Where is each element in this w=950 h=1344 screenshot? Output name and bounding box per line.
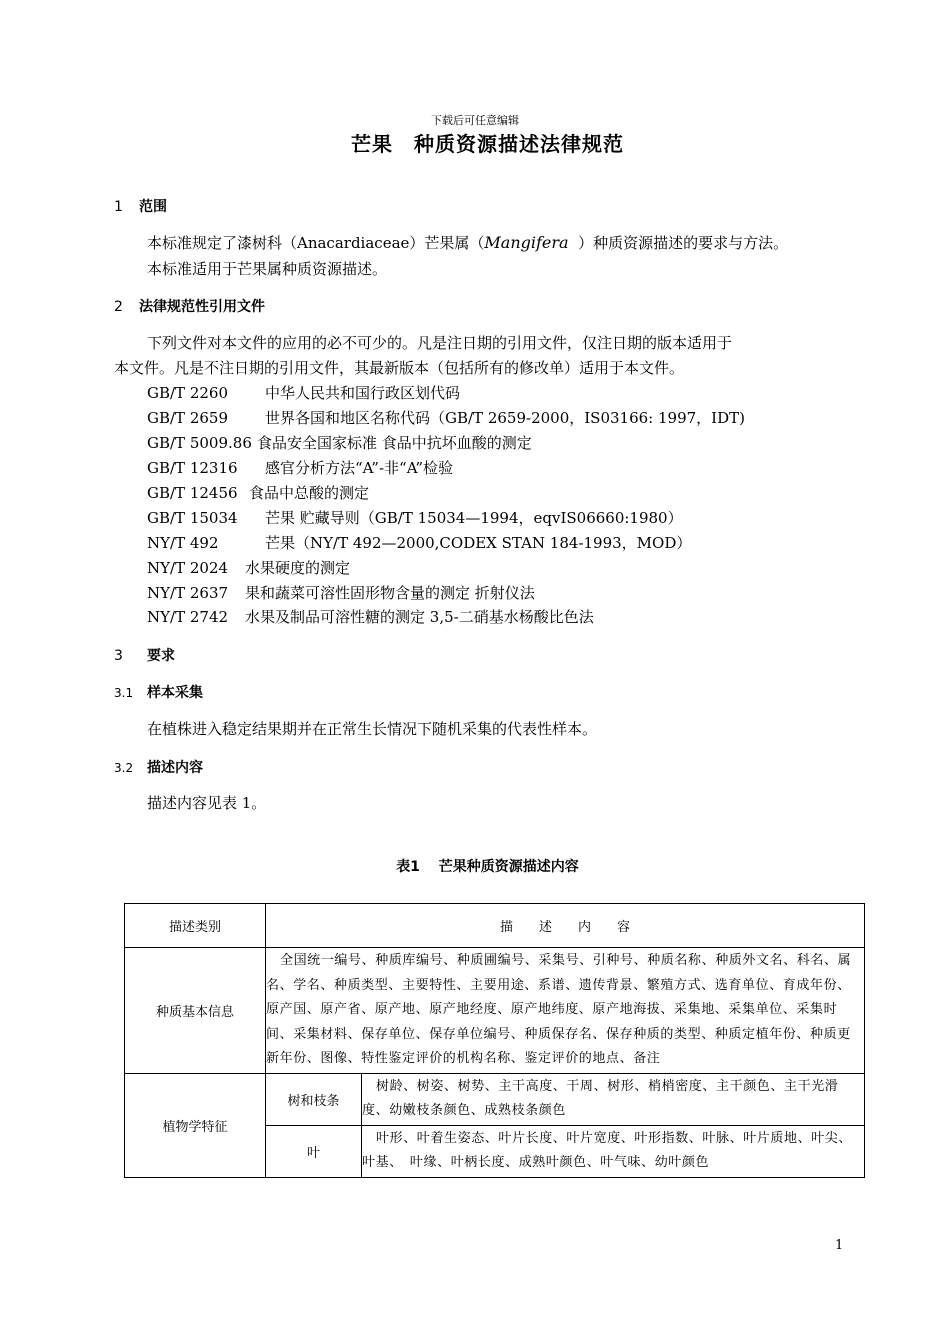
section-title: 范围 (139, 199, 167, 215)
header-cell: 描述类别 (125, 904, 266, 948)
reference-item (147, 482, 369, 503)
content-cell: 叶形、叶着生姿态、叶片长度、叶片宽度、叶形指数、叶脉、叶片质地、叶尖、叶基、 叶缘、叶柄长度、成熟叶颜色、叶气味、幼叶颜色 (362, 1125, 865, 1177)
header-cell: 描 述 内 容 (266, 904, 865, 948)
reference-item (147, 382, 460, 403)
reference-code: GB/T 15034 (147, 509, 238, 527)
reference-title: 食品中总酸的测定 (249, 484, 370, 502)
text-run (569, 234, 579, 252)
section-3-heading (114, 645, 175, 665)
reference-code: GB/T 2659 (147, 409, 229, 427)
reference-title: 食品安全国家标准 食品中抗坏血酸的测定 (257, 434, 532, 452)
reference-title: 水果硬度的测定 (245, 559, 351, 577)
section-number: 1 (114, 199, 123, 215)
content-cell: 全国统一编号、种质库编号、种质圃编号、采集号、引种号、种质名称、种质外文名、科名、属名、学名、种质类型、主要特性、主要用途、系谱、遗传背景、繁殖方式、选育单位、育成年份、原产国、原产省、原产地、原产地经度、原产地纬度、原产地海拔、采集地、采集单位、采集时间、采集材料、保存单位、保存单位编号、种质保存名、保存种质的类型、种质定植年份、种质更新年份、图像、特性鉴定评价的机构名称、鉴定评价的地点、备注 (266, 948, 865, 1074)
section-title: 要求 (147, 648, 175, 664)
reference-code: GB/T 12456 (147, 484, 238, 502)
text-run: 本标准规定了漆树科（Anacardiaceae）芒果属（ (147, 234, 485, 252)
reference-item (147, 432, 532, 453)
reference-item (147, 606, 594, 627)
subcategory-cell: 树和枝条 (266, 1073, 362, 1125)
reference-code: NY/T 2024 (147, 559, 229, 577)
paragraph: 下列文件对本文件的应用的必不可少的。凡是注日期的引用文件，仅注日期的版本适用于 (147, 334, 733, 352)
reference-item (147, 507, 683, 528)
reference-title: 世界各国和地区名称代码（GB/T 2659-2000，IS03166: 1997，IDT) (265, 409, 745, 427)
page-title: 芒果 种质资源描述法律规范 (351, 132, 624, 156)
header-note: 下载后可任意编辑 (431, 114, 519, 127)
reference-code: NY/T 2742 (147, 608, 229, 626)
page-number: 1 (835, 1238, 844, 1253)
reference-code: GB/T 12316 (147, 459, 238, 477)
reference-item (147, 582, 535, 603)
section-3-2-heading (114, 757, 203, 777)
paragraph: 本标准适用于芒果属种质资源描述。 (147, 260, 388, 278)
reference-code: GB/T 5009.86 (147, 434, 252, 452)
section-3-1-heading (114, 682, 203, 702)
reference-item (147, 532, 691, 553)
subcategory-cell: 叶 (266, 1125, 362, 1177)
paragraph: 描述内容见表 1。 (147, 794, 267, 812)
paragraph: 在植株进入稳定结果期并在正常生长情况下随机采集的代表性样本。 (147, 720, 598, 738)
category-cell: 种质基本信息 (125, 948, 266, 1074)
reference-code: GB/T 2260 (147, 384, 229, 402)
paragraph: 本文件。凡是不注日期的引用文件，其最新版本（包括所有的修改单）适用于本文件。 (114, 359, 685, 377)
table-row (125, 1073, 865, 1125)
section-1-heading (114, 196, 167, 216)
italic-genus: Mangifera (484, 233, 569, 252)
section-number: 3.1 (114, 686, 134, 700)
section-title: 描述内容 (147, 760, 203, 776)
paragraph (147, 232, 788, 253)
reference-item (147, 457, 453, 478)
description-table (124, 903, 865, 1178)
reference-item (147, 407, 745, 428)
content-cell: 树龄、树姿、树势、主干高度、干周、树形、梢梢密度、主干颜色、主干光滑度、幼嫩枝条颜色、成熟枝条颜色 (362, 1073, 865, 1125)
section-title: 样本采集 (147, 685, 203, 701)
table-row (125, 948, 865, 1074)
reference-title: 芒果 贮藏导则（GB/T 15034—1994，eqvIS06660:1980） (265, 509, 683, 527)
section-number: 3.2 (114, 761, 134, 775)
category-cell: 植物学特征 (125, 1073, 266, 1177)
section-number: 3 (114, 648, 123, 664)
section-title: 法律规范性引用文件 (139, 299, 265, 315)
reference-title: 果和蔬菜可溶性固形物含量的测定 折射仪法 (245, 584, 535, 602)
reference-title: 中华人民共和国行政区划代码 (265, 384, 461, 402)
table-header-row (125, 904, 865, 948)
reference-code: NY/T 2637 (147, 584, 229, 602)
reference-code: NY/T 492 (147, 534, 219, 552)
reference-title: 水果及制品可溶性糖的测定 3,5-二硝基水杨酸比色法 (245, 608, 594, 626)
reference-title: 感官分析方法“A”-非“A”检验 (265, 459, 453, 477)
reference-title: 芒果（NY/T 492—2000,CODEX STAN 184-1993，MOD） (265, 534, 692, 552)
text-run: ）种质资源描述的要求与方法。 (578, 234, 789, 252)
section-number: 2 (114, 299, 123, 315)
section-2-heading (114, 296, 265, 316)
table-caption: 表1 芒果种质资源描述内容 (396, 859, 579, 875)
reference-item (147, 557, 350, 578)
